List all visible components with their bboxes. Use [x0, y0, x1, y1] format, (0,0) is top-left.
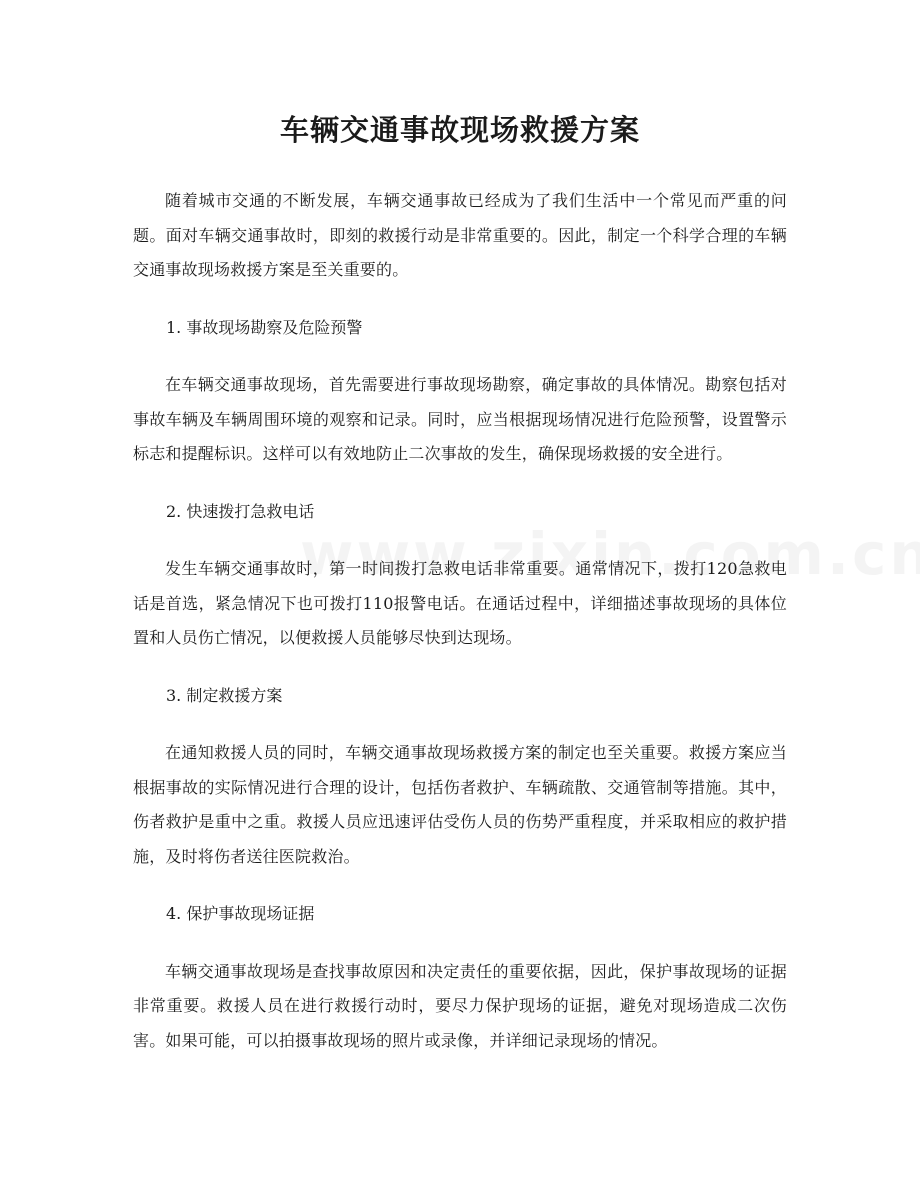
document-title: 车辆交通事故现场救援方案 — [279, 113, 640, 147]
document-body — [133, 184, 787, 1081]
section-body-3: 在通知救援人员的同时，车辆交通事故现场救援方案的制定也至关重要。救援方案应当根据事故的实际情况进行合理的设计，包括伤者救护、车辆疏散、交通管制等措施。其中，伤者救护是重中之重。救援人员应迅速评估受伤人员的伤势严重程度，并采取相应的救护措施，及时将伤者送往医院救治。 — [133, 743, 787, 866]
section-heading-4: 4. 保护事故现场证据 — [166, 904, 315, 923]
intro-paragraph: 随着城市交通的不断发展，车辆交通事故已经成为了我们生活中一个常见而严重的问题。面对车辆交通事故时，即刻的救援行动是非常重要的。因此，制定一个科学合理的车辆交通事故现场救援方案是至关重要的。 — [133, 191, 787, 279]
section-body-4: 车辆交通事故现场是查找事故原因和决定责任的重要依据，因此，保护事故现场的证据非常重要。救援人员在进行救援行动时，要尽力保护现场的证据，避免对现场造成二次伤害。如果可能，可以拍摄事故现场的照片或录像，并详细记录现场的情况。 — [133, 961, 787, 1050]
section-heading-3: 3. 制定救援方案 — [166, 685, 283, 705]
section-body-2: 发生车辆交通事故时，第一时间拨打急救电话非常重要。通常情况下，拨打120急救电话是首选，紧急情况下也可拨打110报警电话。在通话过程中，详细描述事故现场的具体位置和人员伤亡情况，以便救援人员能够尽快到达现场。 — [133, 559, 787, 647]
section-body-1: 在车辆交通事故现场，首先需要进行事故现场勘察，确定事故的具体情况。勘察包括对事故车辆及车辆周围环境的观察和记录。同时，应当根据现场情况进行危险预警，设置警示标志和提醒标识。这样可以有效地防止二次事故的发生，确保现场救援的安全进行。 — [133, 375, 787, 463]
section-heading-1: 1. 事故现场勘察及危险预警 — [166, 317, 363, 337]
section-heading-2: 2. 快速拨打急救电话 — [166, 501, 315, 521]
